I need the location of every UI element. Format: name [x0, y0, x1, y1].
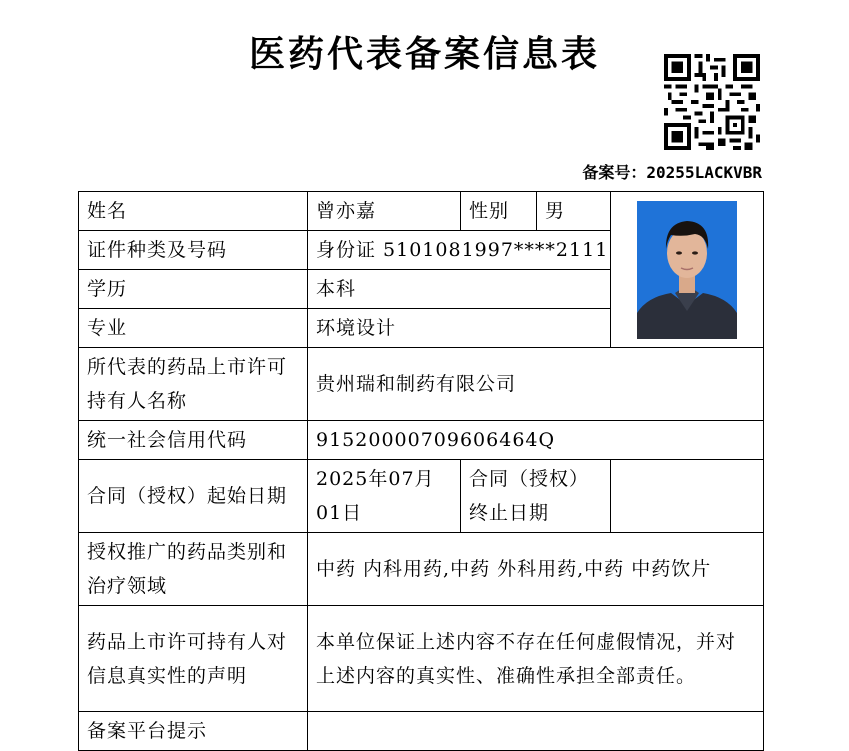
end-date-value	[611, 460, 764, 533]
right-eye	[692, 251, 698, 254]
portrait-photo	[637, 201, 737, 339]
qr-code-icon	[664, 54, 760, 150]
education-label: 学历	[79, 270, 308, 309]
gender-value: 男	[537, 192, 611, 231]
left-eye	[676, 251, 682, 254]
name-value: 曾亦嘉	[308, 192, 461, 231]
filing-number-value: 20255LACKVBR	[646, 163, 762, 182]
declaration-label: 药品上市许可持有人对信息真实性的声明	[79, 606, 308, 712]
holder-label: 所代表的药品上市许可持有人名称	[79, 348, 308, 421]
id-value: 身份证 5101081997****2111	[308, 231, 611, 270]
filing-number	[582, 160, 762, 183]
photo-cell	[611, 192, 764, 348]
credit-code-label: 统一社会信用代码	[79, 421, 308, 460]
major-label: 专业	[79, 309, 308, 348]
gender-label: 性别	[461, 192, 537, 231]
holder-value: 贵州瑞和制药有限公司	[308, 348, 764, 421]
page-title: 医药代表备案信息表	[248, 33, 600, 75]
category-value: 中药 内科用药,中药 外科用药,中药 中药饮片	[308, 533, 764, 606]
credit-code-value: 91520000709606464Q	[308, 421, 764, 460]
declaration-value: 本单位保证上述内容不存在任何虚假情况，并对上述内容的真实性、准确性承担全部责任。	[308, 606, 764, 712]
platform-label: 备案平台提示	[79, 712, 308, 751]
start-date-label: 合同（授权）起始日期	[79, 460, 308, 533]
education-value: 本科	[308, 270, 611, 309]
platform-value	[308, 712, 764, 751]
end-date-label: 合同（授权）终止日期	[461, 460, 611, 533]
id-label: 证件种类及号码	[79, 231, 308, 270]
name-label: 姓名	[79, 192, 308, 231]
info-table	[78, 191, 764, 751]
major-value: 环境设计	[308, 309, 611, 348]
start-date-value: 2025年07月01日	[308, 460, 461, 533]
filing-number-label: 备案号：	[582, 163, 647, 182]
category-label: 授权推广的药品类别和治疗领域	[79, 533, 308, 606]
